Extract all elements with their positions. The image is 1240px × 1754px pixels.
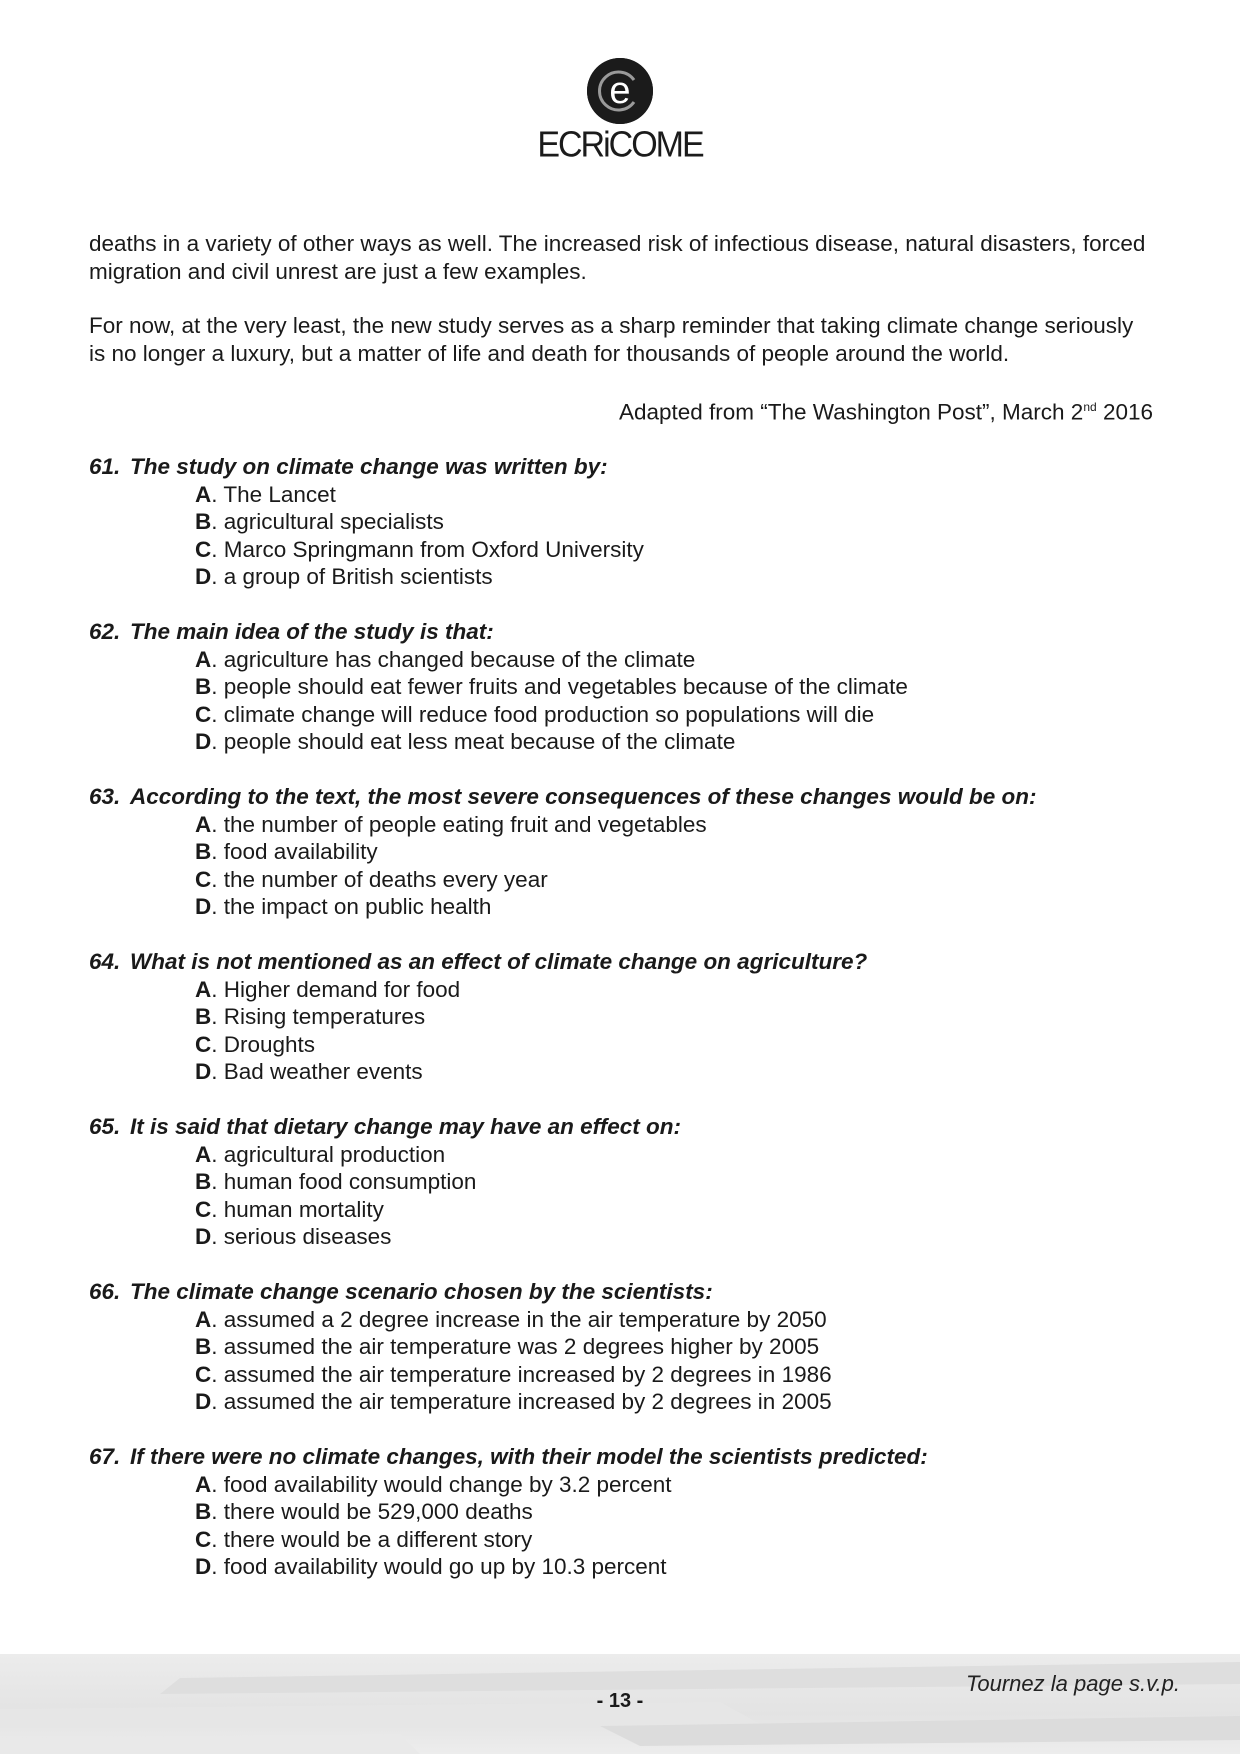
option-letter: B (195, 839, 212, 864)
option-separator: . (211, 509, 224, 534)
option-text: assumed a 2 degree increase in the air temperature by 2050 (223, 1306, 827, 1332)
option-letter: D (195, 1224, 212, 1249)
option-letter: B (195, 509, 212, 534)
option-letter: A (195, 811, 212, 837)
option-text: agriculture has changed because of the climate (223, 646, 696, 672)
option-text: people should eat less meat because of the climate (223, 729, 736, 754)
option-separator: . (211, 1499, 224, 1524)
answer-option (89, 1141, 1153, 1169)
option-text: agricultural specialists (223, 509, 444, 534)
option-letter: D (195, 564, 212, 589)
answer-option (89, 893, 1153, 921)
answer-option (89, 1526, 1153, 1554)
option-letter: B (195, 674, 212, 699)
answer-option (89, 1196, 1153, 1224)
answer-option (89, 838, 1153, 866)
option-separator: . (211, 536, 224, 562)
option-text: Bad weather events (223, 1059, 423, 1084)
answer-option (89, 728, 1153, 756)
option-separator: . (211, 1361, 224, 1387)
question-title (89, 1443, 1153, 1471)
answer-option (89, 1031, 1153, 1059)
question-text: It is said that dietary change may have an effect on: (130, 1114, 682, 1139)
option-letter: D (195, 1389, 212, 1414)
option-separator: . (211, 1059, 224, 1084)
option-separator: . (211, 1471, 224, 1497)
answer-option (89, 508, 1153, 536)
option-text: food availability would change by 3.2 percent (223, 1471, 672, 1497)
page-number: - 13 - (596, 1690, 644, 1712)
answer-option (89, 1388, 1153, 1416)
question-title (89, 1278, 1153, 1306)
option-text: The Lancet (223, 481, 336, 507)
answer-option (89, 1553, 1153, 1581)
answer-option (89, 1361, 1153, 1389)
option-text: food availability would go up by 10.3 percent (223, 1554, 667, 1579)
question-text: The climate change scenario chosen by the scientists: (130, 1279, 713, 1304)
answer-option (89, 1058, 1153, 1086)
option-separator: . (211, 976, 224, 1002)
option-letter: A (195, 1306, 212, 1332)
option-separator: . (211, 1031, 224, 1057)
option-text: assumed the air temperature increased by 2 degrees in 1986 (223, 1361, 832, 1387)
option-letter: B (195, 1499, 212, 1524)
option-separator: . (211, 1141, 224, 1167)
question-list (89, 453, 1153, 1581)
option-letter: B (195, 1169, 212, 1194)
option-separator: . (211, 1196, 224, 1222)
option-text: assumed the air temperature was 2 degrees higher by 2005 (223, 1334, 820, 1359)
option-text: the impact on public health (223, 894, 492, 919)
answer-option (89, 481, 1153, 509)
option-text: human mortality (223, 1196, 384, 1222)
option-letter: B (195, 1334, 212, 1359)
option-text: serious diseases (223, 1224, 392, 1249)
option-separator: . (211, 1389, 224, 1414)
question-number: 62. (89, 619, 121, 644)
option-text: Higher demand for food (223, 976, 461, 1002)
option-separator: . (211, 1004, 224, 1029)
question-number: 61. (89, 454, 121, 479)
question-number: 65. (89, 1114, 121, 1139)
question-title (89, 618, 1153, 646)
question (89, 1113, 1153, 1251)
question-title (89, 783, 1153, 811)
option-text: agricultural production (223, 1141, 446, 1167)
source-prefix: Adapted from “The Washington Post”, March 2 (618, 399, 1084, 425)
option-separator: . (211, 1526, 224, 1552)
question-title (89, 948, 1153, 976)
option-text: there would be 529,000 deaths (223, 1499, 533, 1524)
option-text: Marco Springmann from Oxford University (223, 536, 644, 562)
question (89, 1443, 1153, 1581)
option-letter: C (195, 536, 212, 562)
question-number: 64. (89, 949, 121, 974)
question-title (89, 1113, 1153, 1141)
option-letter: C (195, 866, 212, 892)
question-text: If there were no climate changes, with their model the scientists predicted: (130, 1444, 928, 1469)
option-text: a group of British scientists (223, 564, 493, 589)
option-letter: C (195, 1361, 212, 1387)
answer-option (89, 1498, 1153, 1526)
option-separator: . (211, 646, 224, 672)
answer-option (89, 1306, 1153, 1334)
option-separator: . (211, 866, 224, 892)
option-letter: A (195, 1141, 212, 1167)
option-separator: . (211, 1306, 224, 1332)
option-letter: A (195, 481, 212, 507)
option-text: there would be a different story (223, 1526, 533, 1552)
option-letter: C (195, 701, 212, 727)
answer-option (89, 701, 1153, 729)
answer-option (89, 1471, 1153, 1499)
option-separator: . (211, 894, 224, 919)
document-body (89, 230, 1153, 1608)
option-separator: . (211, 674, 224, 699)
option-text: food availability (223, 839, 378, 864)
option-separator: . (211, 1334, 224, 1359)
turn-page-note: Tournez la page s.v.p. (965, 1671, 1180, 1696)
answer-option (89, 1223, 1153, 1251)
ecricome-wordmark: ECRiCOME (537, 125, 703, 165)
answer-option (89, 1168, 1153, 1196)
footer (0, 1654, 1240, 1754)
option-letter: C (195, 1031, 212, 1057)
question-text: According to the text, the most severe consequences of these changes would be on: (130, 784, 1037, 809)
answer-option (89, 976, 1153, 1004)
option-letter: A (195, 1471, 212, 1497)
option-text: Rising temperatures (223, 1004, 426, 1029)
question-number: 67. (89, 1444, 121, 1469)
option-text: assumed the air temperature increased by 2 degrees in 2005 (223, 1389, 832, 1414)
answer-option (89, 866, 1153, 894)
answer-option (89, 563, 1153, 591)
question (89, 783, 1153, 921)
answer-option (89, 646, 1153, 674)
answer-option (89, 1003, 1153, 1031)
option-separator: . (211, 564, 224, 589)
answer-option (89, 673, 1153, 701)
option-separator: . (211, 811, 224, 837)
option-letter: D (195, 1059, 212, 1084)
option-separator: . (211, 729, 224, 754)
source-suffix: 2016 (1096, 399, 1153, 425)
paragraph: For now, at the very least, the new study serves as a sharp reminder that taking climate change seriously is no longer a luxury, but a matter of life and death for thousands of people around the world. (89, 313, 1134, 366)
question (89, 948, 1153, 1086)
option-text: the number of people eating fruit and vegetables (223, 811, 707, 837)
option-separator: . (211, 1554, 224, 1579)
option-letter: D (195, 729, 212, 754)
ecricome-logo-icon (587, 58, 653, 124)
header (0, 58, 1240, 165)
question-title (89, 453, 1153, 481)
option-separator: . (211, 1224, 224, 1249)
option-text: people should eat fewer fruits and vegetables because of the climate (223, 674, 908, 699)
option-separator: . (211, 481, 224, 507)
answer-option (89, 1333, 1153, 1361)
option-separator: . (211, 1169, 224, 1194)
option-text: the number of deaths every year (223, 866, 548, 892)
option-text: climate change will reduce food production so populations will die (223, 701, 875, 727)
question (89, 618, 1153, 756)
option-separator: . (211, 701, 224, 727)
option-letter: D (195, 894, 212, 919)
answer-option (89, 536, 1153, 564)
source-sup: nd (1083, 400, 1097, 414)
option-letter: D (195, 1554, 212, 1579)
question-text: The study on climate change was written by: (130, 454, 608, 479)
logo-letter: e (609, 70, 631, 112)
option-letter: A (195, 976, 212, 1002)
question-number: 66. (89, 1279, 121, 1304)
option-text: Droughts (223, 1031, 316, 1057)
source-citation (89, 394, 1153, 426)
option-text: human food consumption (223, 1169, 477, 1194)
option-letter: B (195, 1004, 212, 1029)
option-letter: C (195, 1196, 212, 1222)
answer-option (89, 811, 1153, 839)
option-separator: . (211, 839, 224, 864)
question-number: 63. (89, 784, 121, 809)
question (89, 453, 1153, 591)
paragraph: deaths in a variety of other ways as well. The increased risk of infectious disease, natural disasters, forced migration and civil unrest are just a few examples. (89, 231, 1146, 284)
question-text: What is not mentioned as an effect of climate change on agriculture? (130, 949, 868, 974)
question-text: The main idea of the study is that: (130, 619, 494, 644)
option-letter: C (195, 1526, 212, 1552)
question (89, 1278, 1153, 1416)
option-letter: A (195, 646, 212, 672)
